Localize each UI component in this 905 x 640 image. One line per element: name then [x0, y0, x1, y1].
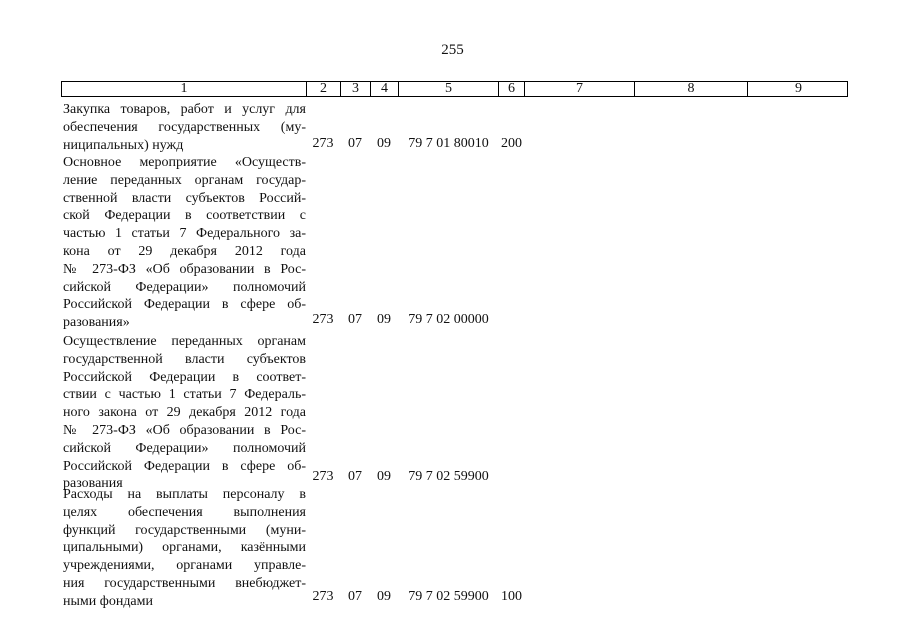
description-line: ципальными) органами, казёнными — [63, 540, 306, 556]
cell-expense-type: 200 — [501, 136, 522, 151]
description-line: разования» — [63, 315, 130, 331]
cell-subsection-code: 09 — [377, 312, 391, 327]
column-header-1: 1 — [62, 82, 307, 96]
description-line: № 273-ФЗ «Об образовании в Рос- — [63, 261, 306, 277]
description-line: ской Федерации в соответствии с — [63, 208, 306, 224]
cell-subsection-code: 09 — [377, 589, 391, 604]
description-line: ного закона от 29 декабря 2012 года — [63, 405, 306, 421]
description-line: Российской Федерации в сфере об- — [63, 458, 306, 474]
cell-target-code: 79 7 02 00000 — [408, 312, 489, 327]
cell-target-code: 79 7 02 59900 — [408, 469, 489, 484]
cell-subsection-code: 09 — [377, 469, 391, 484]
description-line: кона от 29 декабря 2012 года — [63, 243, 306, 259]
cell-ministry-code: 273 — [312, 469, 334, 484]
description-line: ниципальных) нужд — [63, 137, 184, 153]
column-header-2: 2 — [307, 82, 341, 96]
cell-target-code: 79 7 02 59900 — [408, 589, 489, 604]
cell-section-code: 07 — [348, 312, 362, 327]
description-line: ния государственными внебюджет- — [63, 575, 306, 591]
column-header-5: 5 — [399, 82, 499, 96]
column-header-7: 7 — [525, 82, 635, 96]
cell-subsection-code: 09 — [377, 136, 391, 151]
description-line: Российской Федерации в соответ- — [63, 369, 306, 385]
row-description — [63, 101, 306, 154]
cell-section-code: 07 — [348, 589, 362, 604]
description-line: государственной власти субъектов — [63, 351, 306, 367]
description-line: ление переданных органам государ- — [63, 172, 306, 188]
row-description — [63, 486, 306, 611]
description-line: Российской Федерации в сфере об- — [63, 297, 306, 313]
cell-ministry-code: 273 — [312, 312, 334, 327]
description-line: Основное мероприятие «Осуществ- — [63, 155, 306, 170]
cell-section-code: 07 — [348, 136, 362, 151]
cell-ministry-code: 273 — [312, 136, 334, 151]
description-line: функций государственными (муни- — [63, 522, 306, 538]
row-description — [63, 154, 306, 332]
description-line: ственной власти субъектов Россий- — [63, 190, 306, 206]
description-line: ными фондами — [63, 593, 154, 609]
cell-expense-type: 100 — [501, 589, 522, 604]
column-header-9: 9 — [795, 81, 802, 96]
cell-section-code: 07 — [348, 469, 362, 484]
description-line: Осуществление переданных органам — [63, 334, 306, 349]
description-line: разования — [63, 476, 123, 492]
table-header-row — [61, 81, 848, 97]
description-line: Закупка товаров, работ и услуг для — [63, 102, 306, 117]
row-description — [63, 333, 306, 493]
description-line: Расходы на выплаты персоналу в — [63, 487, 306, 502]
description-line: № 273-ФЗ «Об образовании в Рос- — [63, 422, 306, 438]
column-header-6: 6 — [499, 82, 525, 96]
description-line: целях обеспечения выполнения — [63, 504, 306, 520]
description-line: частью 1 статьи 7 Федерального за- — [63, 226, 306, 242]
column-header-3: 3 — [341, 82, 371, 96]
cell-target-code: 79 7 01 80010 — [408, 136, 489, 151]
column-header-8: 8 — [635, 82, 748, 96]
column-header-4: 4 — [371, 82, 399, 96]
description-line: сийской Федерации» полномочий — [63, 279, 306, 295]
description-line: сийской Федерации» полномочий — [63, 440, 306, 456]
description-line: учреждениями, органами управле- — [63, 558, 306, 574]
cell-ministry-code: 273 — [312, 589, 334, 604]
description-line: ствии с частью 1 статьи 7 Федераль- — [63, 387, 306, 403]
page-number: 255 — [441, 42, 464, 58]
description-line: обеспечения государственных (му- — [63, 119, 306, 135]
